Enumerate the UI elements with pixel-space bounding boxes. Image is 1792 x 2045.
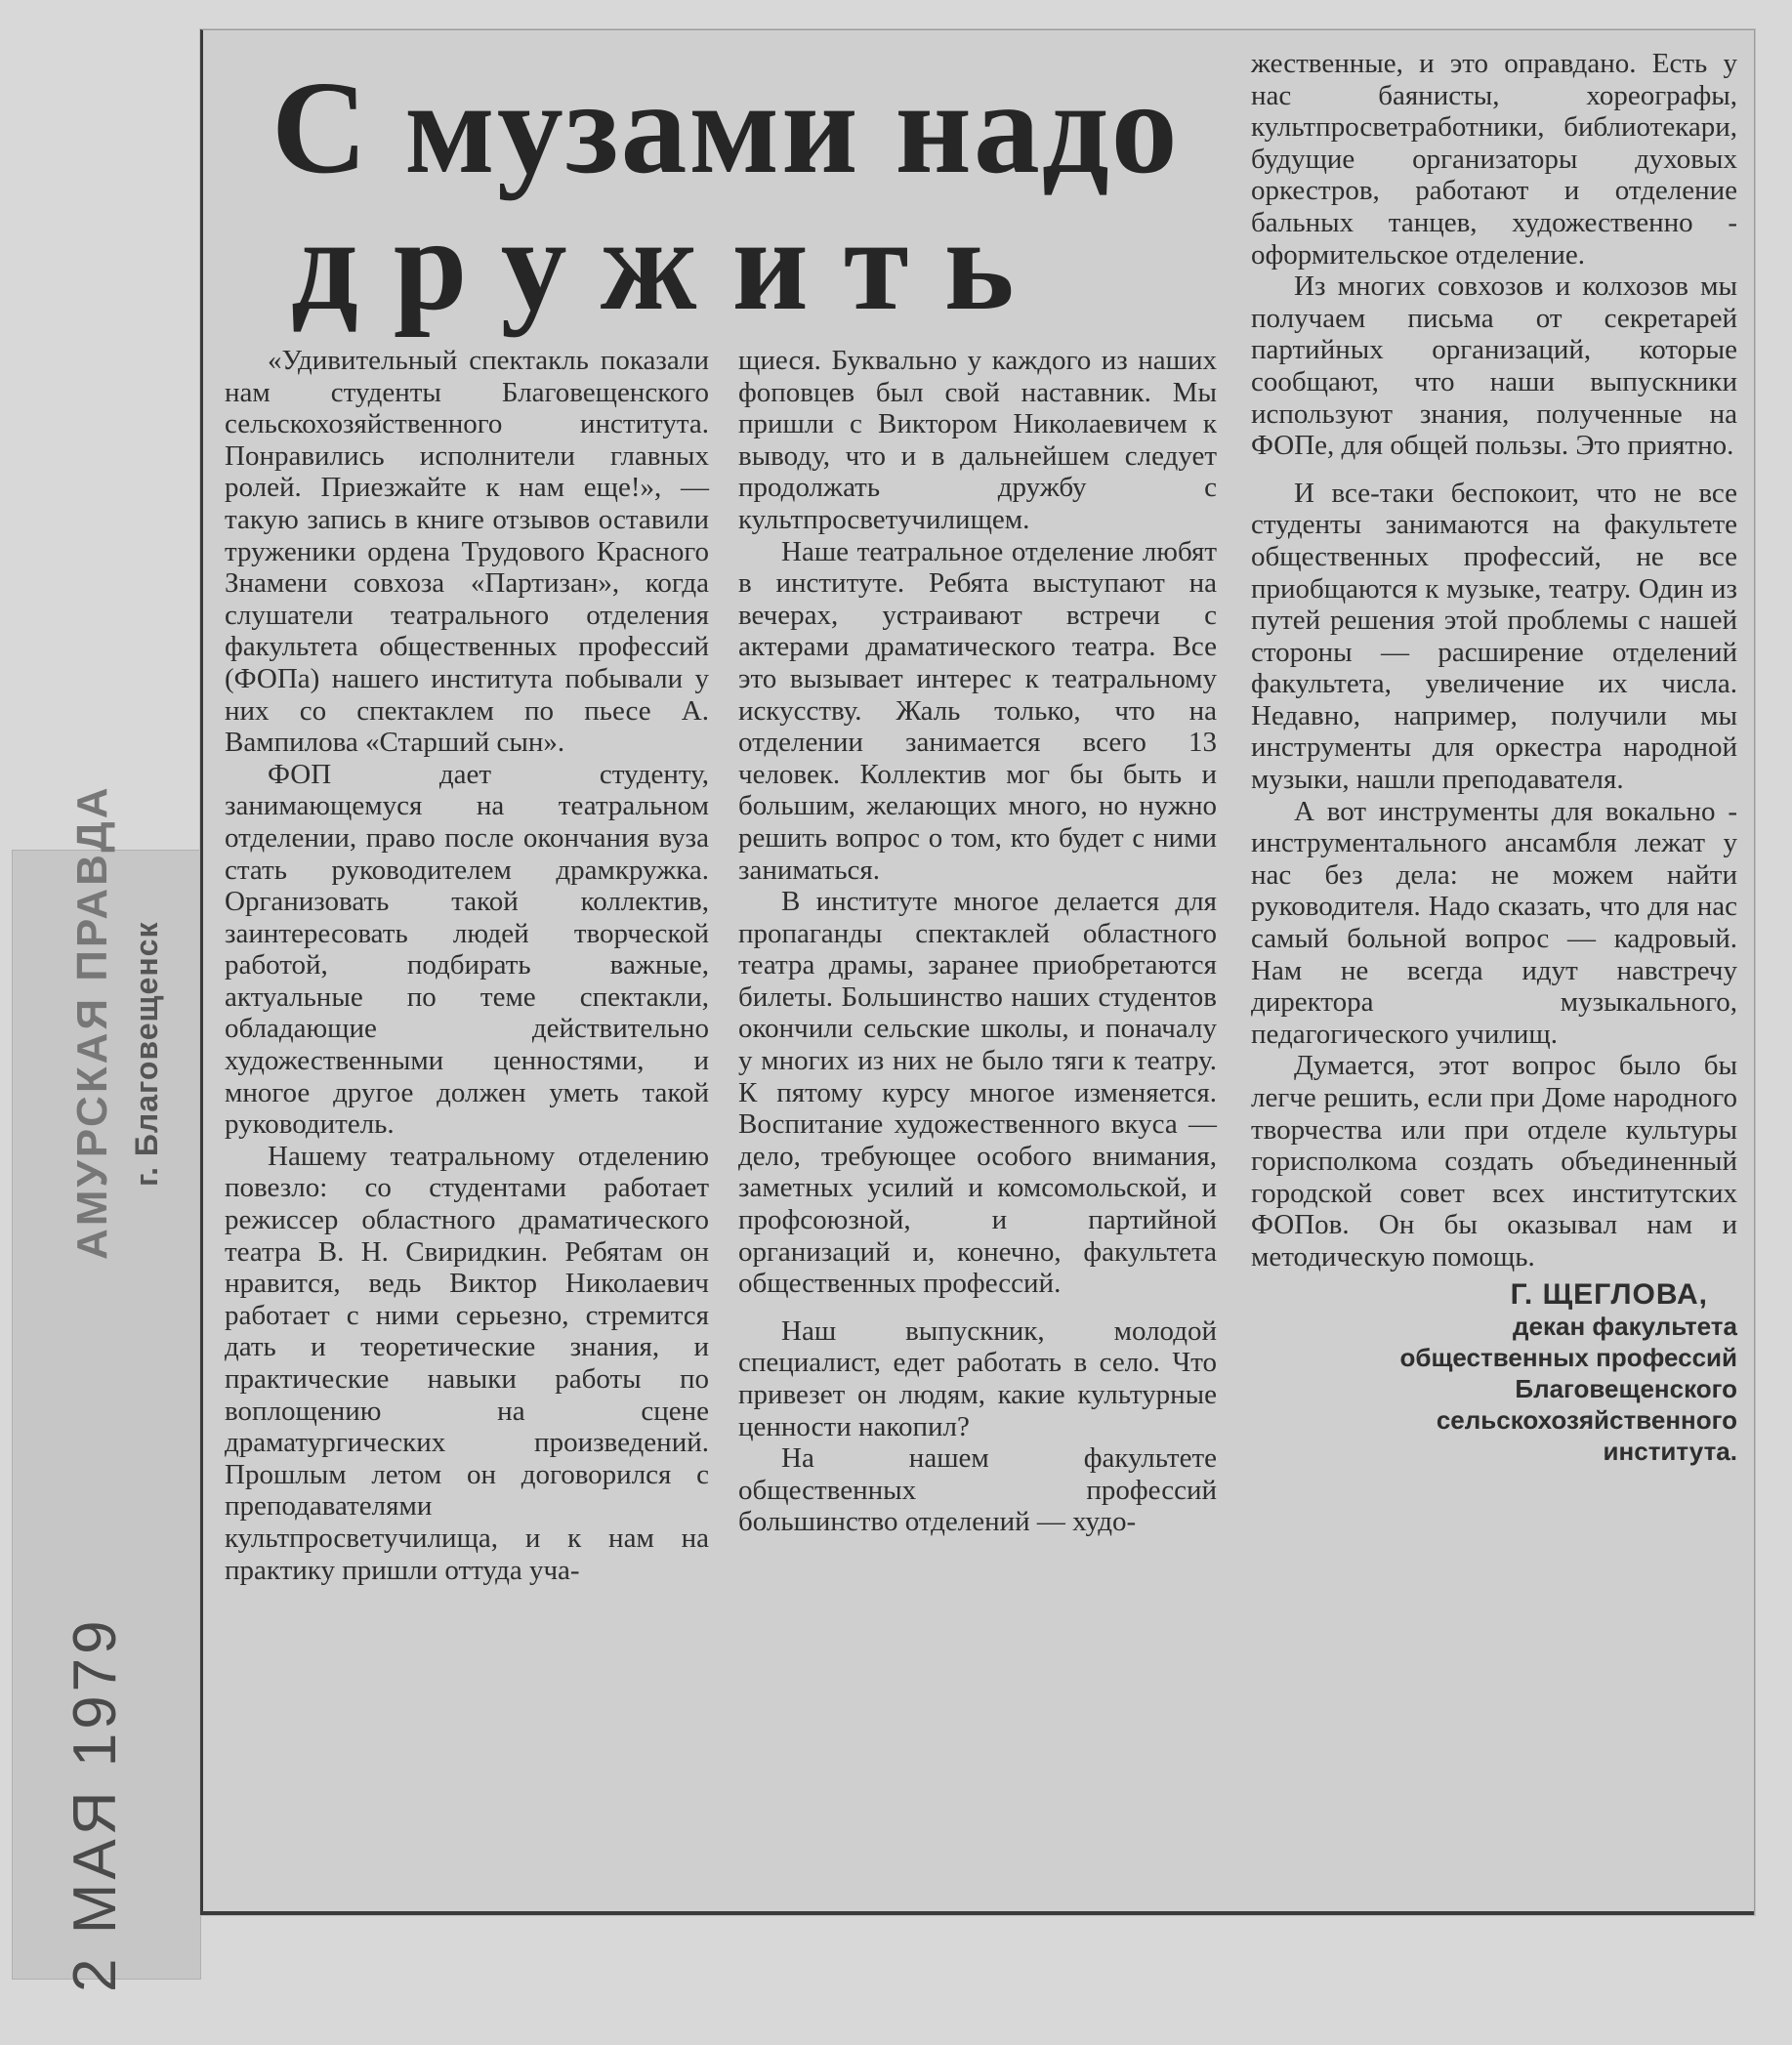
headline-line-1: С музами надо xyxy=(271,55,1180,201)
paragraph: жественные, и это оправдано. Есть у нас баянисты, хореографы, культпросветработники, библиотекари, будущие организаторы духовых оркестров, работают и отделение бальных танцев, художественно - оформительское отделение. xyxy=(1251,48,1737,271)
column-3 xyxy=(1251,48,1737,1467)
author-title-line: общественных профессий xyxy=(1399,1342,1737,1372)
article-headline xyxy=(271,55,1199,338)
paragraph: Наше театральное отделение любят в институте. Ребята выступают на вечерах, устраивают встречи с актерами драматического театра. Все это вызывает интерес к театральному искусству. Жаль только, что на отделении занимается всего 13 человек. Коллектив мог бы быть и большим, желающих много, но нужно решить вопрос о том, кто будет с ними заниматься. xyxy=(738,535,1217,886)
paragraph: щиеся. Буквально у каждого из наших фоповцев был свой наставник. Мы пришли с Виктором Николаевичем к выводу, что и в дальнейшем следует продолжать дружбу с культпросветучилищем. xyxy=(738,345,1217,535)
paragraph: Наш выпускник, молодой специалист, едет работать в село. Что привезет он людям, какие культурные ценности накопил? xyxy=(738,1315,1217,1442)
paragraph: Из многих совхозов и колхозов мы получаем письма от секретарей партийных организаций, которые сообщают, что наши выпускники используют знания, полученные на ФОПе, для общей пользы. Это приятно. xyxy=(1251,271,1737,462)
paragraph: В институте многое делается для пропаганды спектаклей областного театра драмы, заранее приобретаются билеты. Большинство наших студентов окончили сельские школы, и поначалу у многих из них не было тяги к театру. К пятому курсу многое изменяется. Воспитание художественного вкуса — дело, требующее особого внимания, заметных усилий и комсомольской, и профсоюзной, и партийной организаций и, конечно, факультета общественных профессий. xyxy=(738,886,1217,1300)
newspaper-name: АМУРСКАЯ ПРАВДА xyxy=(68,784,116,1260)
author-name: Г. ЩЕГЛОВА, xyxy=(1510,1277,1708,1311)
paragraph: Нашему театральному отделению повезло: со студентами работает режиссер областного драматического театра В. Н. Свиридкин. Ребятам он нравится, ведь Виктор Николаевич работает с ними серьезно, стремится дать и теоретические знания, и практические навыки работы по воплощению на сцене драматургических произведений. Прошлым летом он договорился с преподавателями культпросветучилища, и к нам на практику пришли оттуда уча- xyxy=(225,1140,709,1586)
paragraph: Думается, этот вопрос было бы легче решить, если при Доме народного творчества или при отделе культуры горисполкома создать объединенный городской совет всех институтских ФОПов. Он бы оказывал нам и методическую помощь. xyxy=(1251,1050,1737,1273)
author-title-line: сельскохозяйственного xyxy=(1436,1404,1737,1435)
author-title-line: декан факультета xyxy=(1513,1311,1737,1341)
publication-date: 2 МАЯ 1979 xyxy=(62,1616,129,1992)
newspaper-city: г. Благовещенск xyxy=(129,921,164,1187)
author-title-line: института. xyxy=(1603,1436,1737,1466)
column-1 xyxy=(225,345,709,1586)
paragraph: И все-таки беспокоит, что не все студенты занимаются на факультете общественных профессий, не все приобщаются к музыке, театру. Один из путей решения этой проблемы с нашей стороны — расширение отделений факультета, увеличение их числа. Недавно, например, получили мы инструменты для оркестра народной музыки, нашли преподавателя. xyxy=(1251,477,1737,796)
column-2 xyxy=(738,345,1217,1538)
paragraph: А вот инструменты для вокально - инструментального ансамбля лежат у нас без дела: не можем найти руководителя. Надо сказать, что для нас самый больной вопрос — кадровый. Нам не всегда идут навстречу директора музыкального, педагогического училищ. xyxy=(1251,795,1737,1050)
author-signature xyxy=(1251,1279,1737,1467)
paragraph: ФОП дает студенту, занимающемуся на театральном отделении, право после окончания вуза стать руководителем драмкружка. Организовать такой коллектив, заинтересовать людей творческой работой, подбирать важные, актуальные по теме спектакли, обладающие действительно художественными ценностями, и многое другое должен уметь такой руководитель. xyxy=(225,758,709,1141)
paragraph: «Удивительный спектакль показали нам студенты Благовещенского сельскохозяйственного института. Понравились исполнители главных ролей. Приезжайте к нам еще!», — такую запись в книге отзывов оставили труженики ордена Трудового Красного Знамени совхоза «Партизан», когда слушатели театрального отделения факультета общественных профессий (ФОПа) нашего института побывали у них со спектаклем по пьесе А. Вампилова «Старший сын». xyxy=(225,345,709,759)
paragraph: На нашем факультете общественных профессий большинство отделений — худо- xyxy=(738,1442,1217,1538)
headline-line-2: дружить xyxy=(291,191,1050,338)
author-title-line: Благовещенского xyxy=(1515,1373,1737,1403)
newspaper-clipping xyxy=(200,29,1755,1915)
